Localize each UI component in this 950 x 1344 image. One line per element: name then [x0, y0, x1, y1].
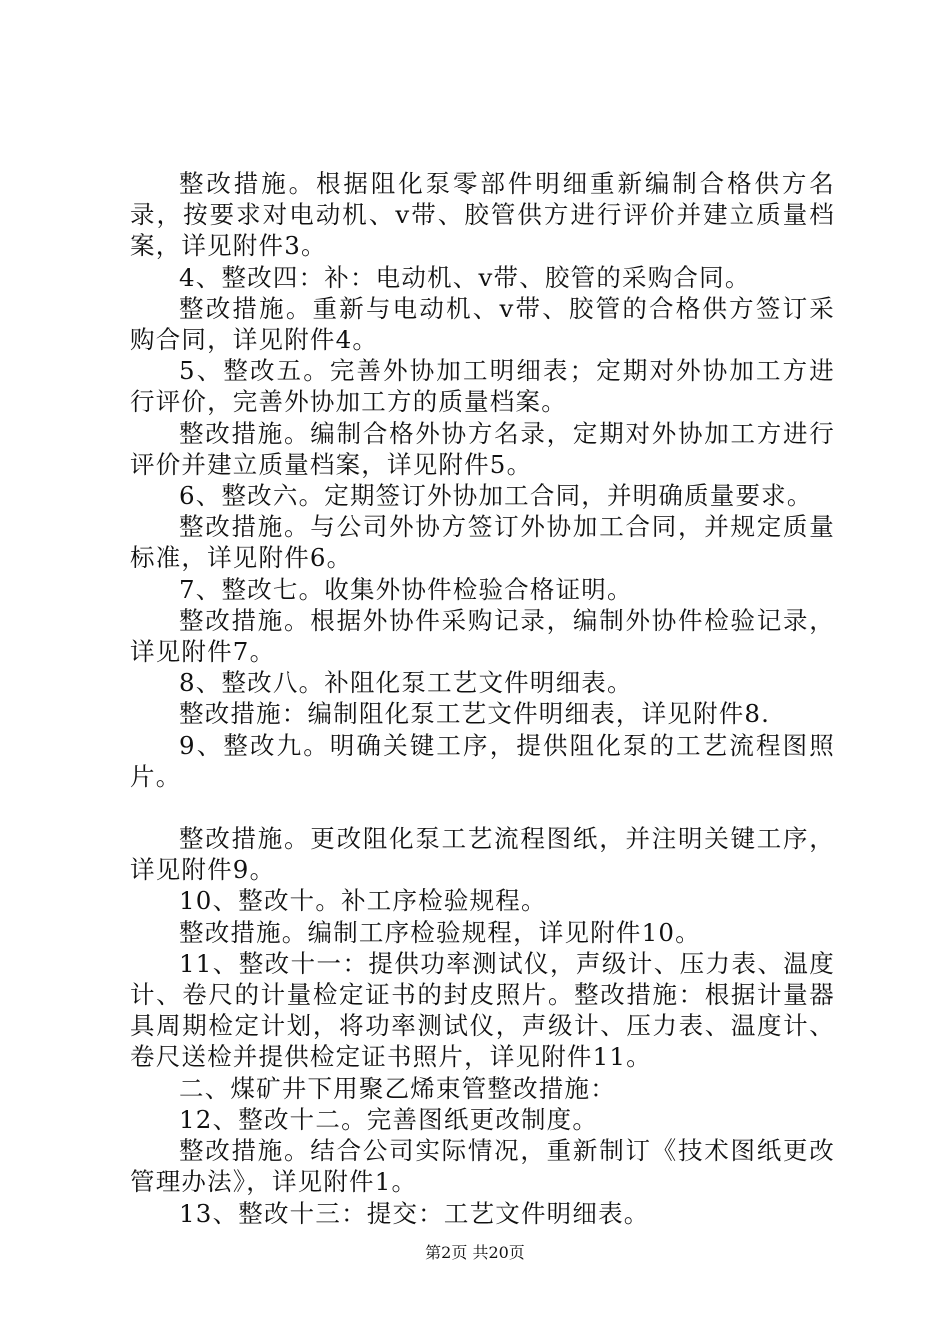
paragraph: 9、整改九。明确关键工序，提供阻化泵的工艺流程图照片。	[130, 730, 835, 791]
paragraph: 整改措施：编制阻化泵工艺文件明细表，详见附件8.	[179, 699, 771, 729]
page-footer	[0, 1243, 950, 1263]
paragraph: 5、整改五。完善外协加工明细表；定期对外协加工方进行评价，完善外协加工方的质量档案。	[130, 356, 835, 417]
paragraph: 11、整改十一：提供功率测试仪，声级计、压力表、温度计、卷尺的计量检定证书的封皮照片。整改措施：根据计量器具周期检定计划，将功率测试仪，声级计、压力表、温度计、卷尺送检并提供检定证书照片，详见附件11。	[130, 948, 835, 1072]
paragraph: 整改措施。根据外协件采购记录，编制外协件检验记录，详见附件7。	[130, 605, 835, 667]
paragraph: 整改措施。编制工序检验规程，详见附件10。	[179, 917, 701, 947]
paragraph: 12、整改十二。完善图纸更改制度。	[179, 1104, 599, 1134]
paragraph: 整改措施。根据阻化泵零部件明细重新编制合格供方名录，按要求对电动机、v带、胶管供方进行评价并建立质量档案，详见附件3。	[130, 169, 835, 261]
paragraph: 10、整改十。补工序检验规程。	[179, 886, 547, 916]
paragraph: 13、整改十三：提交：工艺文件明细表。	[179, 1198, 650, 1228]
paragraph: 整改措施。编制合格外协方名录，定期对外协加工方进行评价并建立质量档案，详见附件5。	[130, 418, 835, 479]
page-number-label: 第2页 共20页	[425, 1243, 525, 1262]
paragraph: 8、整改八。补阻化泵工艺文件明细表。	[179, 668, 633, 698]
paragraph: 整改措施。更改阻化泵工艺流程图纸，并注明关键工序，详见附件9。	[130, 824, 835, 885]
paragraph: 整改措施。结合公司实际情况，重新制订《技术图纸更改管理办法》，详见附件1。	[130, 1136, 835, 1197]
paragraph: 整改措施。重新与电动机、v带、胶管的合格供方签订采购合同，详见附件4。	[130, 293, 835, 355]
paragraph: 7、整改七。收集外协件检验合格证明。	[179, 574, 633, 604]
paragraph: 4、整改四：补：电动机、v带、胶管的采购合同。	[179, 262, 751, 292]
paragraph: 6、整改六。定期签订外协加工合同，并明确质量要求。	[179, 481, 813, 511]
paragraph: 整改措施。与公司外协方签订外协加工合同，并规定质量标准，详见附件6。	[130, 512, 835, 573]
paragraph: 二、煤矿井下用聚乙烯束管整改措施：	[179, 1073, 616, 1103]
document-body	[130, 168, 835, 1229]
